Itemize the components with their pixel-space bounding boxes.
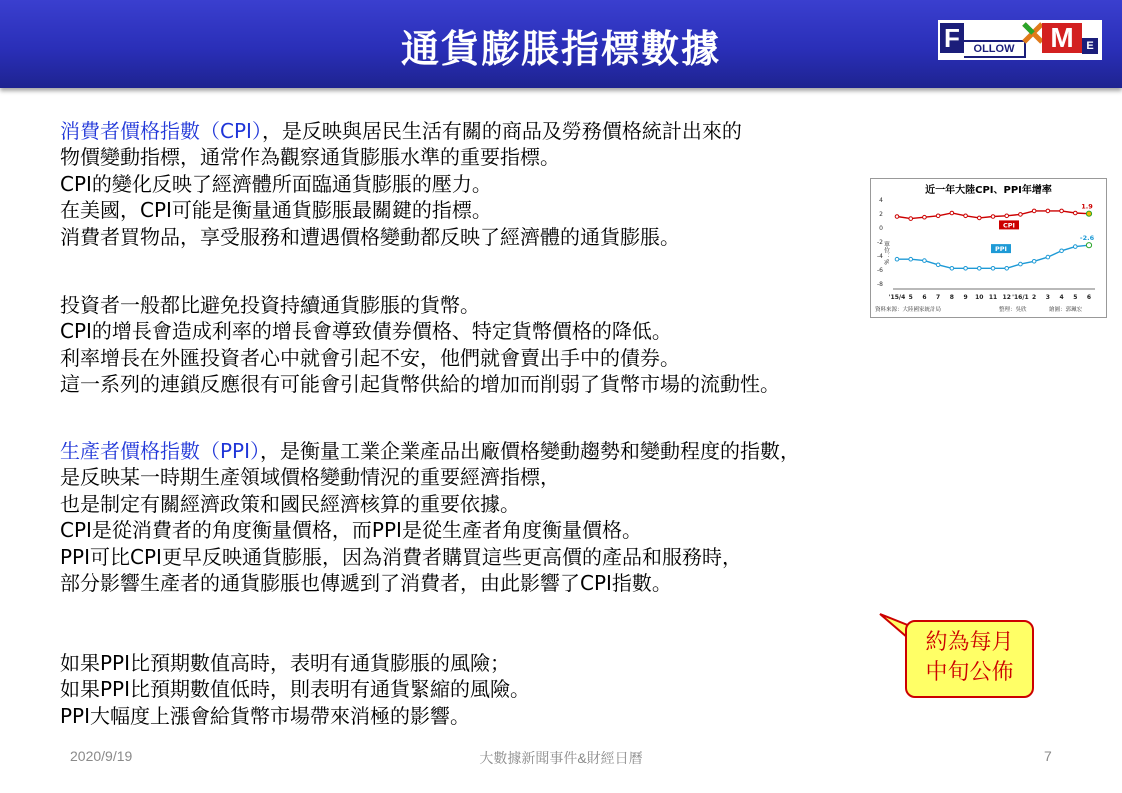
data-point-cpi-10: [1032, 209, 1036, 213]
x-tick-label-2: 6: [922, 294, 927, 301]
callout-line-2: 中旬公佈: [925, 660, 1014, 685]
data-point-cpi-13: [1073, 211, 1077, 215]
ppi-line-1-rest: ，是衡量工業企業產品出廠價格變動趨勢和變動程度的指數，: [260, 439, 801, 463]
footer-center-text: 大數據新聞事件&財經日曆: [479, 750, 643, 766]
x-tick-label-1: 5: [908, 294, 913, 301]
y-tick-label-4: -4: [877, 253, 883, 260]
cpi-line-2: 物價變動指標，通常作為觀察通貨膨脹水準的重要指標。: [60, 145, 560, 170]
footer-date: 2020/9/19: [70, 748, 133, 764]
ppi-risk-line-1: 如果PPI比預期數值高時，表明有通貨膨脹的風險；: [60, 651, 511, 675]
investor-line-3: 利率增長在外匯投資者心中就會引起不安，他們就會賣出手中的債券。: [60, 345, 680, 370]
chart-source: 資料來源：大陸國家統計局: [875, 307, 942, 313]
ppi-paragraph: [60, 438, 800, 596]
data-point-cpi-4: [950, 211, 954, 215]
ppi-heading: 生產者價格指數（PPI）: [60, 439, 261, 463]
investor-line-1: 投資者一般都比避免投資持續通貨膨脹的貨幣。: [60, 293, 480, 317]
data-point-ppi-1: [909, 257, 913, 261]
data-point-cpi-14: [1086, 211, 1091, 216]
ppi-risk-line-2: 如果PPI比預期數值低時，則表明有通貨緊縮的風險。: [60, 677, 531, 702]
title-bar: [0, 0, 1122, 88]
x-tick-label-14: 6: [1086, 294, 1092, 301]
data-point-ppi-7: [991, 267, 995, 271]
data-point-cpi-1: [909, 217, 913, 221]
data-point-ppi-9: [1019, 262, 1023, 266]
x-tick-label-0: '15/4: [888, 294, 906, 301]
x-tick-label-12: 4: [1059, 294, 1064, 301]
callout-line-1: 約為每月: [925, 630, 1014, 655]
x-tick-label-5: 9: [963, 294, 968, 301]
cpi-line-5: 消費者買物品，享受服務和遭遇價格變動都反映了經濟體的通貨膨脹。: [60, 224, 680, 249]
data-point-cpi-2: [923, 215, 927, 219]
chart-title: 近一年大陸CPI、PPI年增率: [925, 185, 1052, 196]
y-tick-label-0: 4: [879, 197, 883, 204]
series-tag-cpi: CPI: [1003, 221, 1015, 230]
cpi-line-3: CPI的變化反映了經濟體所面臨通貨膨脹的壓力。: [60, 171, 492, 196]
data-point-ppi-10: [1032, 260, 1036, 264]
x-tick-label-8: 12: [1002, 294, 1011, 301]
cpi-paragraph: [60, 118, 742, 250]
data-point-ppi-5: [964, 267, 968, 271]
series-tag-ppi: PPI: [995, 245, 1007, 254]
x-tick-label-13: 5: [1073, 294, 1078, 301]
data-point-cpi-6: [977, 216, 981, 220]
data-point-ppi-14: [1086, 243, 1091, 248]
data-point-cpi-5: [964, 214, 968, 218]
y-axis-label: 單位：%: [882, 241, 890, 265]
x-tick-label-6: 10: [975, 294, 984, 301]
end-value-label-cpi: 1.9: [1081, 202, 1093, 211]
logo-letter-f: F: [940, 23, 964, 53]
data-point-cpi-7: [991, 215, 995, 219]
investor-paragraph: [60, 292, 780, 398]
logo-letter-m: M: [1042, 23, 1082, 53]
cpi-line-1: [60, 118, 742, 144]
cpi-line-1-rest: ，是反映與居民生活有關的商品及勞務價格統計出來的: [261, 119, 742, 143]
x-tick-label-10: 2: [1032, 294, 1037, 301]
chart-svg: [871, 179, 1106, 317]
end-value-label-ppi: -2.6: [1079, 234, 1095, 243]
data-point-ppi-8: [1005, 267, 1009, 271]
data-point-ppi-6: [977, 267, 981, 271]
y-tick-label-1: 2: [879, 211, 883, 218]
data-point-ppi-2: [923, 259, 927, 263]
data-point-ppi-0: [895, 257, 899, 261]
investor-line-2: CPI的增長會造成利率的增長會導致債券價格、特定貨幣價格的降低。: [60, 319, 672, 344]
data-point-cpi-8: [1005, 214, 1009, 218]
ppi-line-6: 部分影響生產者的通貨膨脹也傳遞到了消費者，由此影響了CPI指數。: [60, 570, 672, 595]
x-tick-label-11: 3: [1045, 294, 1050, 301]
ppi-line-2: 是反映某一時期生產領域價格變動情況的重要經濟指標，: [60, 465, 560, 490]
logo-cross-icon: [1022, 22, 1044, 44]
data-point-cpi-11: [1046, 209, 1050, 213]
followme-logo: [938, 20, 1102, 60]
cpi-line-4: 在美國，CPI可能是衡量通貨膨脹最關鍵的指標。: [60, 198, 492, 223]
release-callout: [905, 620, 1034, 698]
chart-editor: 整理：吳欣: [999, 307, 1027, 313]
ppi-risk-paragraph: [60, 650, 530, 729]
cpi-heading: 消費者價格指數（CPI）: [60, 119, 262, 143]
logo-letters-ollow: OLLOW: [964, 40, 1026, 58]
cpi-ppi-chart: [870, 178, 1107, 318]
data-point-cpi-3: [936, 214, 940, 218]
y-tick-label-5: -6: [877, 267, 883, 274]
y-tick-label-6: -8: [877, 281, 883, 288]
data-point-ppi-13: [1073, 245, 1077, 249]
page-number: 7: [1044, 748, 1052, 764]
callout-text: [907, 628, 1032, 688]
ppi-line-1: [60, 438, 800, 464]
x-tick-label-3: 7: [936, 294, 941, 301]
data-point-ppi-4: [950, 267, 954, 271]
x-tick-label-4: 8: [949, 294, 954, 301]
y-tick-label-2: 0: [879, 225, 883, 232]
data-point-ppi-11: [1046, 255, 1050, 259]
ppi-line-5: PPI可比CPI更早反映通貨膨脹，因為消費者購買這些更高價的產品和服務時，: [60, 544, 742, 569]
logo-letter-e: E: [1082, 38, 1098, 54]
data-point-cpi-0: [895, 215, 899, 219]
data-point-cpi-9: [1019, 213, 1023, 217]
y-tick-label-3: -2: [877, 239, 883, 246]
data-point-cpi-12: [1060, 209, 1064, 213]
x-tick-label-9: '16/1: [1012, 294, 1029, 301]
investor-line-4: 這一系列的連鎖反應很有可能會引起貨幣供給的增加而削弱了貨幣市場的流動性。: [60, 372, 780, 397]
data-point-ppi-12: [1060, 249, 1064, 253]
chart-designer: 繪圖：郭珮宏: [1049, 307, 1083, 313]
ppi-line-4: CPI是從消費者的角度衡量價格，而PPI是從生產者角度衡量價格。: [60, 518, 642, 543]
slide-title: 通貨膨脹指標數據: [400, 27, 721, 71]
ppi-risk-line-3: PPI大幅度上漲會給貨幣市場帶來消極的影響。: [60, 703, 471, 728]
data-point-ppi-3: [936, 263, 940, 267]
ppi-line-3: 也是制定有關經濟政策和國民經濟核算的重要依據。: [60, 491, 520, 516]
x-tick-label-7: 11: [988, 294, 998, 301]
